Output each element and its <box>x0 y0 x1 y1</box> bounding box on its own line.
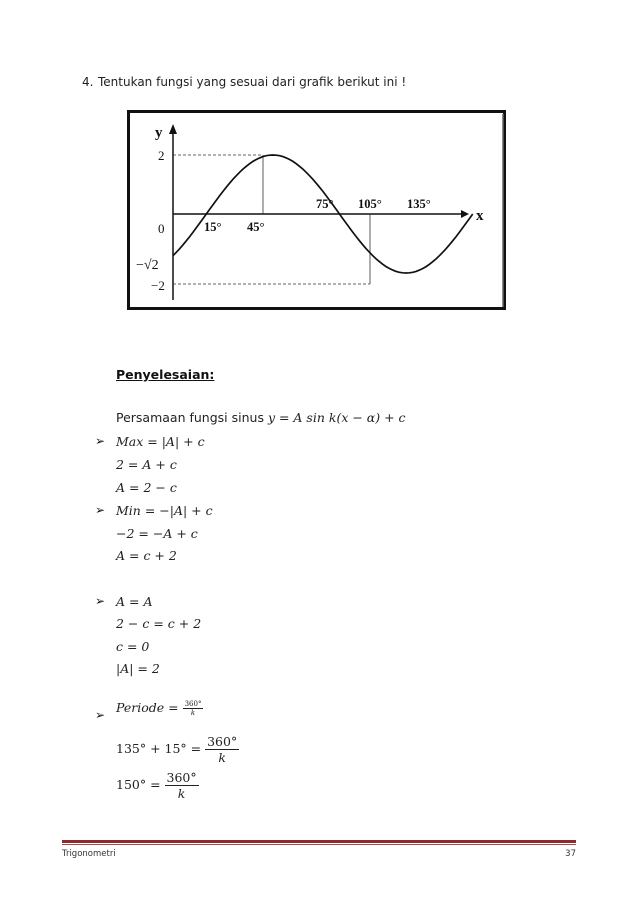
period-step-2 <box>116 770 199 801</box>
period-step-2-fraction <box>165 770 199 801</box>
max-step-2: A = 2 − c <box>116 480 177 495</box>
y-tick-0: 0 <box>158 221 165 236</box>
min-equation: Min = −|A| + c <box>116 503 213 518</box>
equal-equation: A = A <box>116 594 153 609</box>
period-step-1 <box>116 734 239 765</box>
max-equation: Max = |A| + c <box>116 434 205 449</box>
equal-step-2: c = 0 <box>116 639 150 654</box>
x-tick-105: 105° <box>358 197 382 211</box>
period-step-1-numerator: 360° <box>207 734 238 749</box>
question-number: 4. <box>82 75 94 89</box>
period-step-2-numerator: 360° <box>166 770 197 785</box>
max-step-1: 2 = A + c <box>116 457 177 472</box>
x-tick-135: 135° <box>407 197 431 211</box>
sine-graph-figure <box>127 110 508 312</box>
y-tick-2: 2 <box>158 148 165 163</box>
period-fraction <box>183 700 204 717</box>
footer-title: Trigonometri <box>62 849 116 859</box>
solution-intro-text: Persamaan fungsi sinus <box>116 410 268 425</box>
solution-intro-formula: y = A sin k(x − α) + c <box>267 410 406 425</box>
solution-title: Penyelesaian: <box>116 367 215 382</box>
period-step-2-left: 150° = <box>116 777 165 792</box>
x-tick-45: 45° <box>247 220 265 234</box>
y-tick-neg2: −2 <box>151 278 165 293</box>
x-tick-75: 75° <box>316 197 334 211</box>
question-text: Tentukan fungsi yang sesuai dari grafik berikut ini ! <box>98 75 407 89</box>
min-step-2: A = c + 2 <box>116 548 177 563</box>
y-tick-neg-root2: −√2 <box>136 258 159 273</box>
min-step-1: −2 = −A + c <box>116 526 198 541</box>
period-step-1-fraction <box>205 734 239 765</box>
page-number: 37 <box>565 849 576 859</box>
period-fraction-numerator: 360° <box>184 700 202 708</box>
footer-rule <box>62 840 576 843</box>
solution-intro <box>116 410 406 425</box>
x-axis-label: x <box>476 208 484 224</box>
period-label: Periode = <box>116 700 183 715</box>
bullet-arrow-icon: ➢ <box>95 708 106 722</box>
question-line <box>82 75 406 89</box>
equal-step-1: 2 − c = c + 2 <box>116 616 202 631</box>
bullet-arrow-icon: ➢ <box>95 594 106 608</box>
bullet-arrow-icon: ➢ <box>95 434 106 448</box>
bullet-arrow-icon: ➢ <box>95 503 106 517</box>
y-axis-label: y <box>155 125 163 141</box>
x-tick-15: 15° <box>204 220 222 234</box>
period-step-1-denominator: k <box>218 750 226 765</box>
equal-step-3: |A| = 2 <box>116 661 160 676</box>
period-step-2-denominator: k <box>177 786 186 801</box>
period-equation <box>116 700 203 717</box>
period-fraction-denominator: k <box>190 709 196 717</box>
footer-rule-thin <box>62 844 576 845</box>
period-step-1-left: 135° + 15° = <box>116 741 206 756</box>
